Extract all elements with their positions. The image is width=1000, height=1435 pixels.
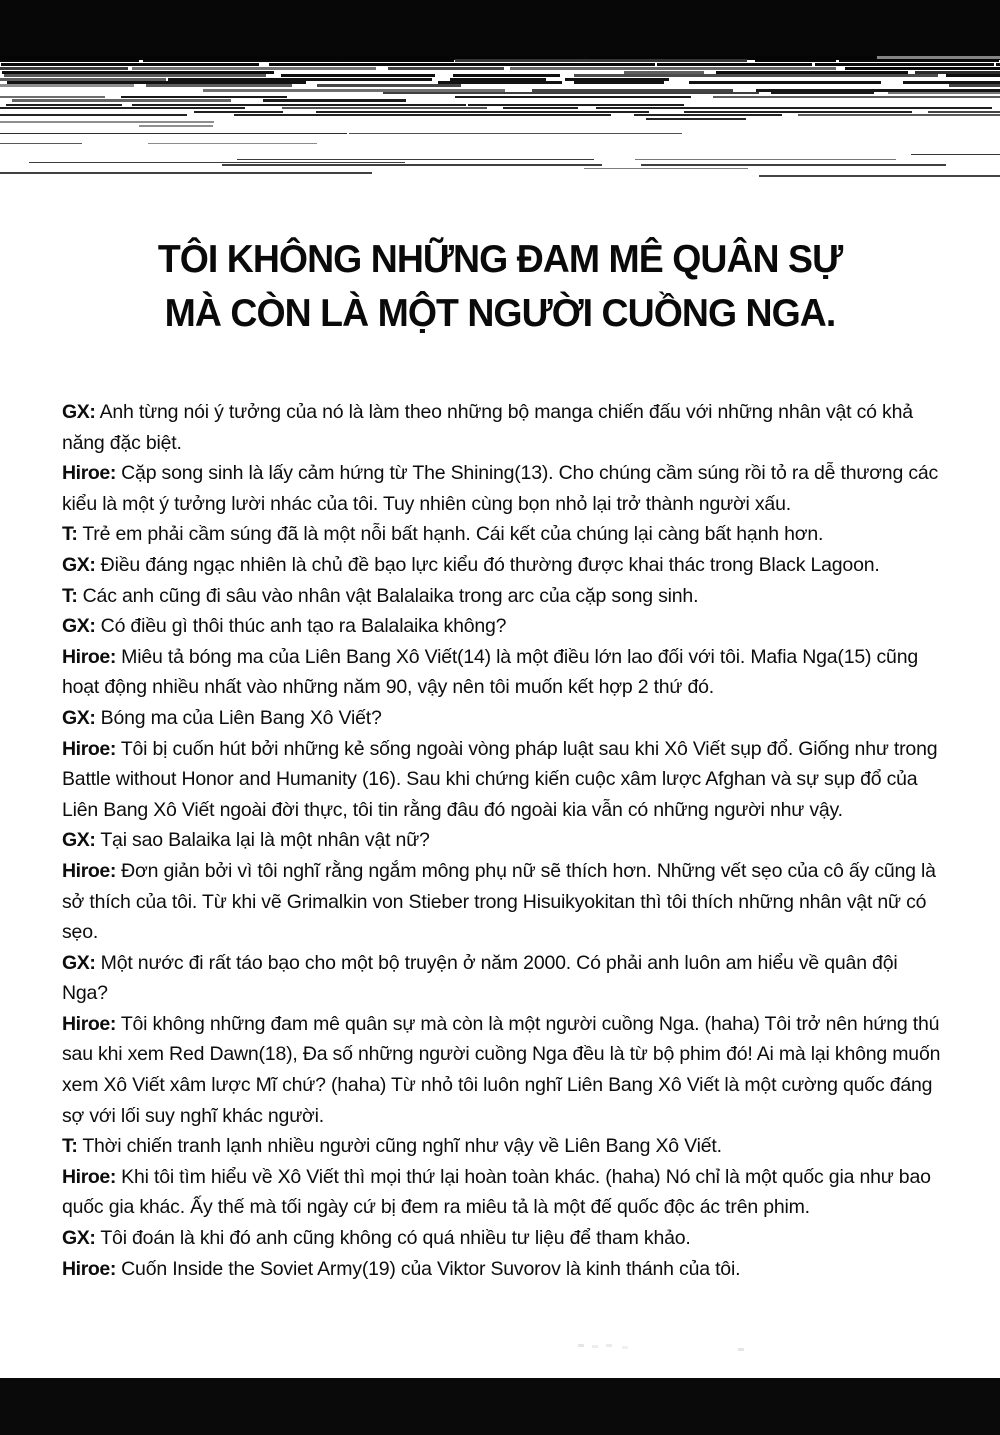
speedline-segment [237, 159, 594, 161]
speedline-segment [635, 159, 896, 161]
dialogue-line [62, 1162, 944, 1223]
speedline-segment [911, 154, 1000, 156]
dialogue-line [62, 611, 944, 642]
speedline-segment [798, 114, 1000, 116]
dialogue-text: Khi tôi tìm hiểu về Xô Viết thì mọi thứ lại hoàn toàn khác. (haha) Nó chỉ là một quốc gia như bao quốc gia khác. Ấy thế mà tối ngày cứ bị đem ra miêu tả là một đế quốc độc ác trên phim. [62, 1165, 931, 1219]
speedline-segment [574, 81, 664, 84]
speaker-label: Hiroe: [62, 859, 116, 882]
speaker-label: Hiroe: [62, 1257, 116, 1280]
dialogue-line [62, 642, 944, 703]
speaker-label: GX: [62, 706, 96, 729]
speedline-segment [317, 84, 461, 87]
speedline-segment [1, 63, 260, 66]
dialogue-line [62, 458, 944, 519]
dialogue-text: Điều đáng ngạc nhiên là chủ đề bạo lực kiểu đó thường được khai thác trong Black Lagoon. [95, 553, 880, 576]
dialogue-line [62, 1009, 944, 1131]
speaker-label: Hiroe: [62, 645, 116, 668]
speaker-label: T: [62, 523, 78, 546]
speedline-segment [946, 74, 1000, 77]
speedline-segment [132, 67, 376, 70]
speedline-segment [657, 63, 813, 66]
dialogue-text: Anh từng nói ý tưởng của nó là làm theo những bộ manga chiến đấu với những nhân vật có khả năng đặc biệt. [62, 401, 913, 454]
speedline-segment [0, 107, 245, 109]
speedline-segment [689, 81, 881, 84]
dialogue-text: Trẻ em phải cầm súng đã là một nỗi bất hạnh. Cái kết của chúng lại càng bất hạnh hơn. [77, 523, 824, 546]
dialogue-line [62, 856, 944, 948]
dialogue-line [62, 825, 944, 856]
speedline-segment [263, 99, 406, 102]
speedline-segment [0, 67, 128, 70]
speedline-segment [143, 59, 454, 62]
speedline-segment [12, 99, 231, 102]
speedline-segment [0, 172, 372, 173]
speedline-solid-black-band [0, 0, 1000, 60]
speedline-segment [6, 104, 122, 106]
speedline-segment [0, 84, 134, 87]
dialogue-text: Đơn giản bởi vì tôi nghĩ rằng ngắm mông phụ nữ sẽ thích hơn. Những vết sẹo của cô ấy cũng là sở thích của tôi. Từ khi vẽ Grimalkin von Stieber trong Hisuikyokitan thì tôi thích những nhân vật nữ có sẹo. [62, 859, 936, 944]
speedline-segment [646, 118, 746, 120]
speedline-segment [839, 59, 999, 62]
speedline-segment [713, 96, 1000, 99]
dialogue-line [62, 703, 944, 734]
speedline-segment [641, 164, 946, 165]
dialogue-line [62, 1223, 944, 1254]
speedline-segment [596, 107, 992, 109]
speedline-segment [928, 111, 1000, 113]
speedline-segment [234, 114, 612, 116]
dialogue-line [62, 734, 944, 826]
speedline-segment [0, 59, 139, 62]
speedline-segment [146, 84, 292, 87]
dialogue-text: Bóng ma của Liên Bang Xô Viết? [95, 706, 382, 729]
speedline-segment [684, 111, 912, 113]
dialogue-text: Cuốn Inside the Soviet Army(19) của Viktor Suvorov là kinh thánh của tôi. [115, 1257, 741, 1280]
speedline-segment [0, 121, 214, 123]
speedline-segment [903, 81, 1000, 84]
speedline-segment [510, 67, 837, 70]
speedline-segment [383, 92, 760, 95]
page-title [20, 233, 980, 341]
interview-dialogue [62, 397, 944, 1284]
speaker-label: Hiroe: [62, 462, 116, 485]
speedline-segment [316, 111, 650, 113]
speedline-segment [281, 74, 435, 77]
speaker-label: GX: [62, 829, 96, 852]
speedline-header-art [0, 0, 1000, 178]
dialogue-text: Một nước đi rất táo bạo cho một bộ truyện ở năm 2000. Có phải anh luôn am hiểu về quân đội Nga? [62, 951, 898, 1005]
speaker-label: Hiroe: [62, 1012, 116, 1035]
speedline-segment [4, 74, 267, 77]
speedline-segment [888, 92, 1000, 95]
dialogue-text: Cặp song sinh là lấy cảm hứng từ The Shining(13). Cho chúng cầm súng rồi tỏ ra dễ thương các kiểu là một ý tưởng lười nhác của tôi. Tuy nhiên cùng bọn nhỏ lại trở thành người xấu. [62, 462, 939, 515]
speedline-segment [438, 81, 562, 84]
page-title-line-1: TÔI KHÔNG NHỮNG ĐAM MÊ QUÂN SỰ [157, 238, 843, 281]
speedline-segment [0, 143, 82, 145]
dialogue-line [62, 397, 944, 458]
dialogue-text: Thời chiến tranh lạnh nhiều người cũng nghĩ như vậy về Liên Bang Xô Viết. [77, 1135, 722, 1158]
speedline-segment [349, 133, 682, 135]
dialogue-text: Các anh cũng đi sâu vào nhân vật Balalaika trong arc của cặp song sinh. [77, 584, 699, 607]
speedline-segment [455, 59, 747, 62]
speaker-label: GX: [62, 553, 96, 576]
speedline-segment [949, 84, 1000, 87]
speaker-label: GX: [62, 951, 96, 974]
dialogue-text: Tại sao Balaika lại là một nhân vật nữ? [95, 829, 430, 852]
speaker-label: GX: [62, 615, 96, 638]
speedline-segment [139, 125, 213, 127]
speedline-segment [0, 133, 347, 135]
bottom-black-bar [0, 1378, 1000, 1435]
speedline-segment [759, 175, 1000, 176]
speedline-segment [845, 67, 1000, 70]
dialogue-text: Miêu tả bóng ma của Liên Bang Xô Viết(14) là một điều lớn lao đối với tôi. Mafia Nga(15) cũng hoạt động nhiều nhất vào những năm 90, vậy nên tôi muốn kết hợp 2 thứ đó. [62, 645, 918, 699]
speedline-segment [634, 114, 782, 116]
dialogue-line [62, 1254, 944, 1285]
speedline-segment [574, 74, 939, 77]
speedline-segment [7, 81, 306, 84]
speedline-segment [771, 92, 874, 95]
dialogue-line [62, 550, 944, 581]
speedline-segment [503, 107, 578, 109]
speaker-label: T: [62, 584, 78, 607]
speedline-segment [468, 104, 684, 106]
speaker-label: T: [62, 1135, 78, 1158]
speaker-label: Hiroe: [62, 737, 116, 760]
dialogue-text: Tôi đoán là khi đó anh cũng không có quá nhiều tư liệu để tham khảo. [95, 1227, 691, 1250]
speedline-segment [222, 164, 602, 165]
dialogue-text: Tôi không những đam mê quân sự mà còn là một người cuồng Nga. (haha) Tôi trở nên hứng thú sau khi xem Red Dawn(18), Đa số những người cuồng Nga đều là từ bộ phim đó! Ai mà lại không muốn xem Xô Viết xâm lược Mĩ chứ? (haha) Từ nhỏ tôi luôn nghĩ Liên Bang Xô Viết là một cường quốc đáng sợ với lối suy nghĩ khác người. [62, 1012, 941, 1127]
speedline-segment [453, 74, 560, 77]
speedline-segment [584, 168, 748, 169]
speedline-segment [132, 104, 467, 106]
speedline-segment [755, 59, 836, 62]
speedline-segment [148, 143, 317, 145]
dialogue-line [62, 581, 944, 612]
speaker-label: GX: [62, 401, 96, 423]
speedline-segment [29, 162, 405, 163]
dialogue-line [62, 1131, 944, 1162]
speaker-label: GX: [62, 1227, 96, 1250]
dialogue-text: Có điều gì thôi thúc anh tạo ra Balalaika không? [95, 615, 507, 638]
speedline-segment [282, 107, 488, 109]
speedline-segment [194, 111, 284, 113]
speedline-segment [388, 67, 504, 70]
speedline-segment [0, 114, 187, 116]
speedline-segment [0, 96, 105, 99]
speaker-label: Hiroe: [62, 1165, 116, 1188]
dialogue-line [62, 519, 944, 550]
speedline-segment [996, 63, 1000, 66]
faint-print-artifact [578, 1344, 584, 1347]
dialogue-text: Tôi bị cuốn hút bởi những kẻ sống ngoài vòng pháp luật sau khi Xô Viết sụp đổ. Giống như trong Battle without Honor and Humanity (16). Sau khi chứng kiến cuộc xâm lược Afghan và sự sụp đổ của Liên Bang Xô Viết ngoài đời thực, tôi tin rằng đâu đó ngoài kia vẫn có những người như vậy. [62, 737, 938, 821]
speedline-segment [121, 96, 288, 99]
page-title-line-2: MÀ CÒN LÀ MỘT NGƯỜI CUỒNG NGA. [164, 292, 836, 335]
speedline-segment [455, 96, 691, 99]
speedline-segment [269, 63, 655, 66]
speedline-segment [815, 63, 994, 66]
dialogue-line [62, 948, 944, 1009]
